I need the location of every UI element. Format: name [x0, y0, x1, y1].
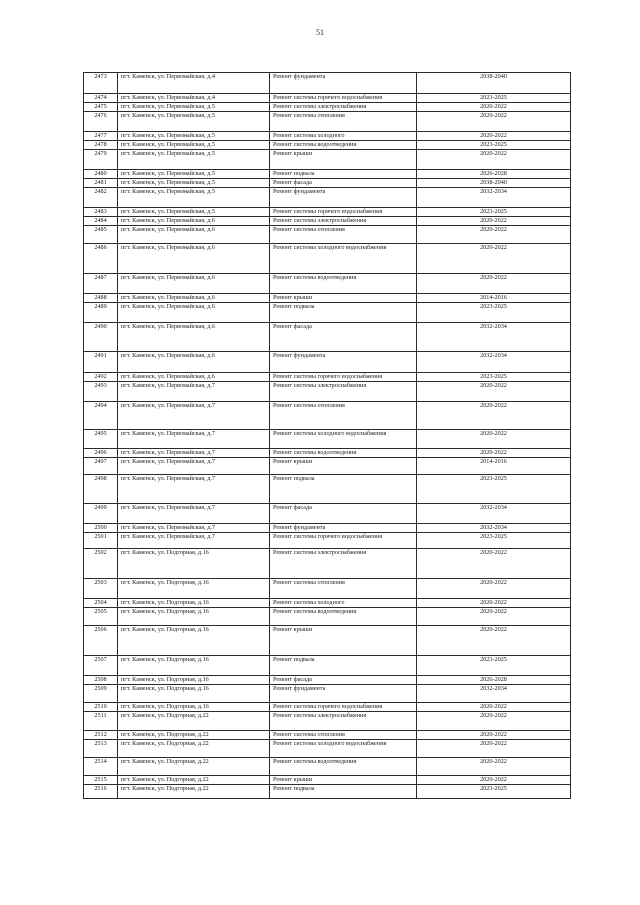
row-number-cell: 2489: [84, 303, 118, 323]
work-type-cell: Ремонт системы водоотведения: [270, 141, 417, 150]
row-number-cell: 2513: [84, 740, 118, 758]
address-cell: пгт. Каменск, ул. Первомайская, д.5: [118, 208, 270, 217]
work-type-cell: Ремонт фундамента: [270, 188, 417, 208]
row-number-cell: 2486: [84, 244, 118, 274]
address-cell: пгт. Каменск, ул. Первомайская, д.7: [118, 533, 270, 549]
row-number-cell: 2508: [84, 676, 118, 685]
row-number-cell: 2501: [84, 533, 118, 549]
address-cell: пгт. Каменск, ул. Подгорная, д.16: [118, 703, 270, 712]
table-row: [84, 758, 571, 776]
address-cell: пгт. Каменск, ул. Первомайская, д.6: [118, 303, 270, 323]
period-cell: 2026-2028: [417, 170, 571, 179]
row-number-cell: 2504: [84, 599, 118, 608]
work-type-cell: Ремонт крыши: [270, 458, 417, 475]
table-row: [84, 626, 571, 656]
work-type-cell: Ремонт крыши: [270, 776, 417, 785]
row-number-cell: 2509: [84, 685, 118, 703]
address-cell: пгт. Каменск, ул. Первомайская, д.6: [118, 323, 270, 352]
table-row: [84, 244, 571, 274]
table-row: [84, 599, 571, 608]
table-row: [84, 170, 571, 179]
period-cell: 2020-2022: [417, 731, 571, 740]
table-row: [84, 785, 571, 799]
row-number-cell: 2485: [84, 226, 118, 244]
period-cell: 2038-2040: [417, 73, 571, 94]
period-cell: 2023-2025: [417, 533, 571, 549]
row-number-cell: 2478: [84, 141, 118, 150]
row-number-cell: 2505: [84, 608, 118, 626]
row-number-cell: 2475: [84, 103, 118, 112]
row-number-cell: 2500: [84, 524, 118, 533]
work-type-cell: Ремонт подвала: [270, 170, 417, 179]
period-cell: 2032-2034: [417, 504, 571, 524]
work-type-cell: Ремонт системы электроснабжения: [270, 382, 417, 402]
period-cell: 2023-2025: [417, 208, 571, 217]
table-row: [84, 382, 571, 402]
row-number-cell: 2492: [84, 373, 118, 382]
table-row: [84, 294, 571, 303]
address-cell: пгт. Каменск, ул. Первомайская, д.7: [118, 449, 270, 458]
address-cell: пгт. Каменск, ул. Подгорная, д.22: [118, 731, 270, 740]
period-cell: 2020-2022: [417, 244, 571, 274]
period-cell: 2014-2016: [417, 294, 571, 303]
address-cell: пгт. Каменск, ул. Первомайская, д.7: [118, 402, 270, 430]
table-row: [84, 274, 571, 294]
work-type-cell: Ремонт фундамента: [270, 352, 417, 373]
row-number-cell: 2510: [84, 703, 118, 712]
row-number-cell: 2487: [84, 274, 118, 294]
row-number-cell: 2488: [84, 294, 118, 303]
period-cell: 2020-2022: [417, 103, 571, 112]
address-cell: пгт. Каменск, ул. Первомайская, д.5: [118, 188, 270, 208]
period-cell: 2020-2022: [417, 626, 571, 656]
table-row: [84, 533, 571, 549]
period-cell: 2032-2034: [417, 323, 571, 352]
address-cell: пгт. Каменск, ул. Подгорная, д.22: [118, 776, 270, 785]
period-cell: 2023-2025: [417, 785, 571, 799]
table-row: [84, 150, 571, 170]
period-cell: 2020-2022: [417, 758, 571, 776]
table-row: [84, 504, 571, 524]
period-cell: 2023-2025: [417, 303, 571, 323]
address-cell: пгт. Каменск, ул. Первомайская, д.7: [118, 475, 270, 504]
table-row: [84, 685, 571, 703]
address-cell: пгт. Каменск, ул. Подгорная, д.16: [118, 579, 270, 599]
work-type-cell: Ремонт системы отопления: [270, 112, 417, 132]
table-row: [84, 731, 571, 740]
address-cell: пгт. Каменск, ул. Первомайская, д.6: [118, 352, 270, 373]
period-cell: 2020-2022: [417, 382, 571, 402]
table-row: [84, 188, 571, 208]
period-cell: 2020-2022: [417, 150, 571, 170]
period-cell: 2020-2022: [417, 226, 571, 244]
table-body: [84, 73, 571, 799]
period-cell: 2020-2022: [417, 217, 571, 226]
period-cell: 2023-2025: [417, 656, 571, 676]
work-type-cell: Ремонт системы холодного водоснабжения: [270, 430, 417, 449]
table-row: [84, 712, 571, 731]
work-type-cell: Ремонт системы горячего водоснабжения: [270, 703, 417, 712]
table-row: [84, 208, 571, 217]
table-row: [84, 303, 571, 323]
period-cell: 2023-2025: [417, 373, 571, 382]
table-row: [84, 352, 571, 373]
work-type-cell: Ремонт системы холодного: [270, 132, 417, 141]
work-type-cell: Ремонт системы горячего водоснабжения: [270, 94, 417, 103]
row-number-cell: 2503: [84, 579, 118, 599]
table-row: [84, 323, 571, 352]
work-type-cell: Ремонт крыши: [270, 294, 417, 303]
table-row: [84, 740, 571, 758]
address-cell: пгт. Каменск, ул. Подгорная, д.16: [118, 549, 270, 579]
address-cell: пгт. Каменск, ул. Первомайская, д.6: [118, 274, 270, 294]
address-cell: пгт. Каменск, ул. Первомайская, д.5: [118, 132, 270, 141]
work-type-cell: Ремонт системы холодного водоснабжения: [270, 740, 417, 758]
address-cell: пгт. Каменск, ул. Первомайская, д.7: [118, 382, 270, 402]
row-number-cell: 2496: [84, 449, 118, 458]
address-cell: пгт. Каменск, ул. Подгорная, д.22: [118, 712, 270, 731]
work-type-cell: Ремонт крыши: [270, 626, 417, 656]
work-type-cell: Ремонт системы электроснабжения: [270, 712, 417, 731]
period-cell: 2020-2022: [417, 402, 571, 430]
address-cell: пгт. Каменск, ул. Первомайская, д.6: [118, 217, 270, 226]
address-cell: пгт. Каменск, ул. Первомайская, д.6: [118, 373, 270, 382]
work-type-cell: Ремонт системы электроснабжения: [270, 549, 417, 579]
period-cell: 2020-2022: [417, 449, 571, 458]
address-cell: пгт. Каменск, ул. Первомайская, д.5: [118, 170, 270, 179]
address-cell: пгт. Каменск, ул. Первомайская, д.6: [118, 294, 270, 303]
row-number-cell: 2502: [84, 549, 118, 579]
work-type-cell: Ремонт подвала: [270, 656, 417, 676]
table-row: [84, 656, 571, 676]
page-number: 51: [316, 28, 324, 37]
row-number-cell: 2477: [84, 132, 118, 141]
work-type-cell: Ремонт фасада: [270, 179, 417, 188]
period-cell: 2020-2022: [417, 712, 571, 731]
period-cell: 2032-2034: [417, 524, 571, 533]
work-type-cell: Ремонт системы отопления: [270, 402, 417, 430]
row-number-cell: 2514: [84, 758, 118, 776]
address-cell: пгт. Каменск, ул. Первомайская, д.4: [118, 73, 270, 94]
address-cell: пгт. Каменск, ул. Подгорная, д.16: [118, 676, 270, 685]
row-number-cell: 2507: [84, 656, 118, 676]
row-number-cell: 2516: [84, 785, 118, 799]
table-row: [84, 608, 571, 626]
address-cell: пгт. Каменск, ул. Подгорная, д.16: [118, 608, 270, 626]
work-type-cell: Ремонт фасада: [270, 676, 417, 685]
row-number-cell: 2473: [84, 73, 118, 94]
period-cell: 2023-2025: [417, 94, 571, 103]
address-cell: пгт. Каменск, ул. Первомайская, д.5: [118, 103, 270, 112]
table-row: [84, 449, 571, 458]
work-type-cell: Ремонт подвала: [270, 303, 417, 323]
work-type-cell: Ремонт фундамента: [270, 524, 417, 533]
period-cell: 2032-2034: [417, 685, 571, 703]
table-row: [84, 112, 571, 132]
address-cell: пгт. Каменск, ул. Подгорная, д.16: [118, 626, 270, 656]
period-cell: 2020-2022: [417, 430, 571, 449]
table-row: [84, 402, 571, 430]
work-type-cell: Ремонт фасада: [270, 323, 417, 352]
period-cell: 2020-2022: [417, 579, 571, 599]
address-cell: пгт. Каменск, ул. Первомайская, д.7: [118, 430, 270, 449]
work-type-cell: Ремонт системы горячего водоснабжения: [270, 533, 417, 549]
row-number-cell: 2476: [84, 112, 118, 132]
row-number-cell: 2495: [84, 430, 118, 449]
row-number-cell: 2512: [84, 731, 118, 740]
work-type-cell: Ремонт системы холодного водоснабжения: [270, 244, 417, 274]
row-number-cell: 2480: [84, 170, 118, 179]
work-type-cell: Ремонт системы горячего водоснабжения: [270, 208, 417, 217]
address-cell: пгт. Каменск, ул. Первомайская, д.5: [118, 141, 270, 150]
row-number-cell: 2506: [84, 626, 118, 656]
table-row: [84, 458, 571, 475]
work-type-cell: Ремонт фасада: [270, 504, 417, 524]
work-type-cell: Ремонт системы отопления: [270, 579, 417, 599]
work-type-cell: Ремонт системы водоотведения: [270, 758, 417, 776]
address-cell: пгт. Каменск, ул. Первомайская, д.6: [118, 244, 270, 274]
row-number-cell: 2490: [84, 323, 118, 352]
table-row: [84, 179, 571, 188]
row-number-cell: 2497: [84, 458, 118, 475]
work-type-cell: Ремонт подвала: [270, 475, 417, 504]
address-cell: пгт. Каменск, ул. Первомайская, д.7: [118, 504, 270, 524]
period-cell: 2038-2040: [417, 179, 571, 188]
row-number-cell: 2474: [84, 94, 118, 103]
table-row: [84, 94, 571, 103]
row-number-cell: 2511: [84, 712, 118, 731]
work-type-cell: Ремонт системы холодного: [270, 599, 417, 608]
period-cell: 2020-2022: [417, 132, 571, 141]
table-row: [84, 141, 571, 150]
address-cell: пгт. Каменск, ул. Первомайская, д.5: [118, 112, 270, 132]
address-cell: пгт. Каменск, ул. Подгорная, д.16: [118, 599, 270, 608]
table-row: [84, 430, 571, 449]
period-cell: 2023-2025: [417, 141, 571, 150]
work-type-cell: Ремонт системы водоотведения: [270, 608, 417, 626]
address-cell: пгт. Каменск, ул. Первомайская, д.7: [118, 524, 270, 533]
work-type-cell: Ремонт системы отопления: [270, 226, 417, 244]
work-type-cell: Ремонт системы отопления: [270, 731, 417, 740]
table-row: [84, 373, 571, 382]
row-number-cell: 2483: [84, 208, 118, 217]
period-cell: 2023-2025: [417, 475, 571, 504]
period-cell: 2020-2022: [417, 549, 571, 579]
period-cell: 2020-2022: [417, 740, 571, 758]
row-number-cell: 2484: [84, 217, 118, 226]
row-number-cell: 2482: [84, 188, 118, 208]
work-type-cell: Ремонт системы электроснабжения: [270, 217, 417, 226]
row-number-cell: 2498: [84, 475, 118, 504]
work-type-cell: Ремонт подвала: [270, 785, 417, 799]
address-cell: пгт. Каменск, ул. Первомайская, д.6: [118, 226, 270, 244]
address-cell: пгт. Каменск, ул. Первомайская, д.7: [118, 458, 270, 475]
address-cell: пгт. Каменск, ул. Первомайская, д.4: [118, 94, 270, 103]
period-cell: 2020-2022: [417, 112, 571, 132]
table-row: [84, 579, 571, 599]
table-row: [84, 475, 571, 504]
row-number-cell: 2481: [84, 179, 118, 188]
row-number-cell: 2493: [84, 382, 118, 402]
period-cell: 2020-2022: [417, 703, 571, 712]
period-cell: 2032-2034: [417, 352, 571, 373]
address-cell: пгт. Каменск, ул. Первомайская, д.5: [118, 150, 270, 170]
address-cell: пгт. Каменск, ул. Подгорная, д.22: [118, 758, 270, 776]
table-row: [84, 73, 571, 94]
work-type-cell: Ремонт системы электроснабжения: [270, 103, 417, 112]
period-cell: 2020-2022: [417, 608, 571, 626]
row-number-cell: 2479: [84, 150, 118, 170]
address-cell: пгт. Каменск, ул. Подгорная, д.22: [118, 740, 270, 758]
table-row: [84, 549, 571, 579]
table-row: [84, 703, 571, 712]
address-cell: пгт. Каменск, ул. Первомайская, д.5: [118, 179, 270, 188]
period-cell: 2020-2022: [417, 599, 571, 608]
address-cell: пгт. Каменск, ул. Подгорная, д.16: [118, 656, 270, 676]
table-row: [84, 217, 571, 226]
table-row: [84, 676, 571, 685]
work-type-cell: Ремонт системы водоотведения: [270, 274, 417, 294]
table-row: [84, 103, 571, 112]
row-number-cell: 2515: [84, 776, 118, 785]
period-cell: 2026-2028: [417, 676, 571, 685]
row-number-cell: 2499: [84, 504, 118, 524]
work-type-cell: Ремонт фундамента: [270, 685, 417, 703]
repair-schedule-table: [83, 72, 571, 799]
work-type-cell: Ремонт фундамента: [270, 73, 417, 94]
period-cell: 2020-2022: [417, 776, 571, 785]
table-row: [84, 776, 571, 785]
work-type-cell: Ремонт системы горячего водоснабжения: [270, 373, 417, 382]
table-row: [84, 226, 571, 244]
work-type-cell: Ремонт системы водоотведения: [270, 449, 417, 458]
work-type-cell: Ремонт крыши: [270, 150, 417, 170]
period-cell: 2020-2022: [417, 274, 571, 294]
table-row: [84, 132, 571, 141]
period-cell: 2032-2034: [417, 188, 571, 208]
address-cell: пгт. Каменск, ул. Подгорная, д.16: [118, 685, 270, 703]
period-cell: 2014-2016: [417, 458, 571, 475]
row-number-cell: 2494: [84, 402, 118, 430]
row-number-cell: 2491: [84, 352, 118, 373]
table-row: [84, 524, 571, 533]
address-cell: пгт. Каменск, ул. Подгорная, д.22: [118, 785, 270, 799]
